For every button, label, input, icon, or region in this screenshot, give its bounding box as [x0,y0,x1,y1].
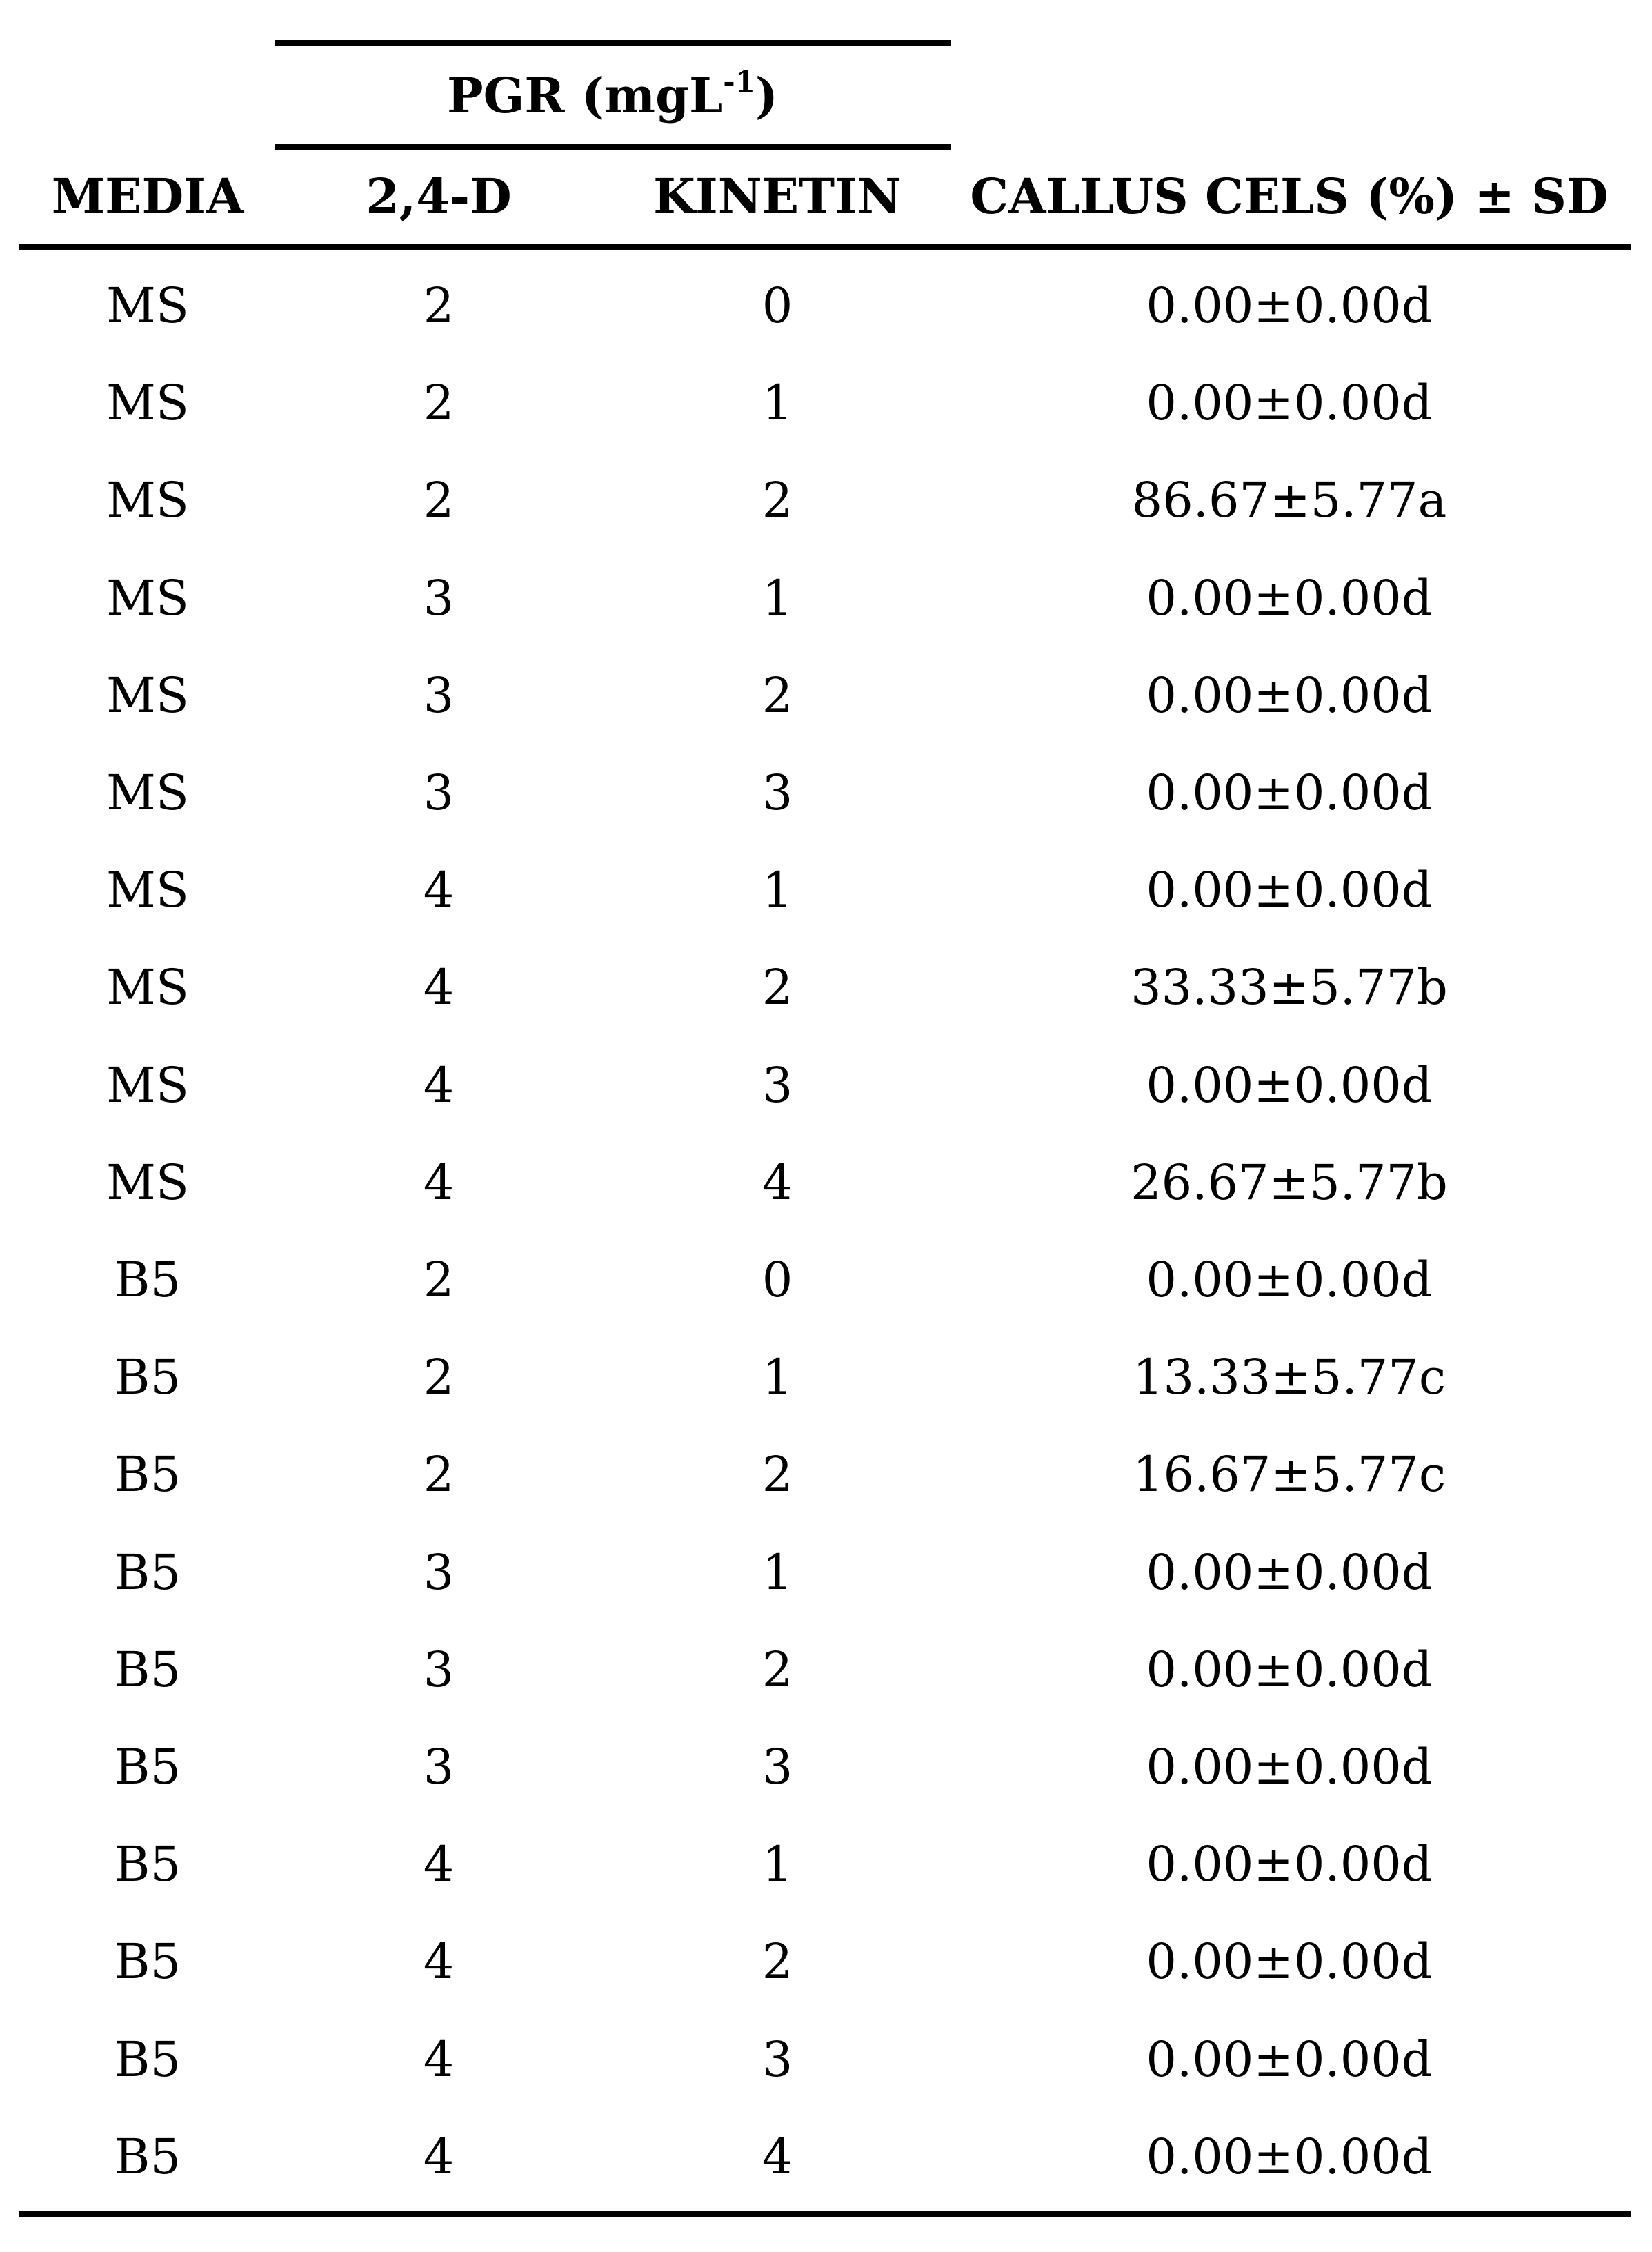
media-cell: B5 [115,1349,181,1405]
twofourd-cell: 2 [423,1446,455,1503]
twofourd-cell: 3 [423,1739,455,1795]
callus-cell: 33.33±5.77b [1131,959,1448,1016]
media-cell: B5 [115,1933,181,1990]
callus-cell: 86.67±5.77a [1131,472,1447,529]
kinetin-cell: 2 [762,1641,793,1698]
media-cell: MS [106,862,189,918]
twofourd-cell: 4 [423,862,455,918]
callus-cell: 26.67±5.77b [1131,1154,1448,1211]
callus-cell: 0.00±0.00d [1146,1739,1433,1795]
media-cell: B5 [115,2031,181,2088]
callus-cell: 0.00±0.00d [1146,1641,1433,1698]
media-cell: MS [106,570,189,626]
header-bottom-rule [19,244,1631,250]
twofourd-cell: 3 [423,1641,455,1698]
twofourd-cell: 4 [423,1933,455,1990]
callus-cell: 0.00±0.00d [1146,1057,1433,1114]
callus-cell: 0.00±0.00d [1146,862,1433,918]
kinetin-cell: 3 [762,764,793,821]
twofourd-cell: 4 [423,1836,455,1893]
twofourd-cell: 3 [423,667,455,724]
media-cell: MS [106,959,189,1016]
pgr-group-label-superscript: -1 [723,65,755,99]
kinetin-cell: 2 [762,472,793,529]
media-cell: MS [106,472,189,529]
media-cell: B5 [115,1446,181,1503]
pgr-group-label: PGR (mgL [446,67,724,124]
column-header-kinetin: KINETIN [653,168,902,225]
kinetin-cell: 2 [762,959,793,1016]
kinetin-cell: 1 [762,375,793,431]
kinetin-cell: 1 [762,570,793,626]
media-cell: MS [106,1057,189,1114]
media-cell: B5 [115,1836,181,1893]
kinetin-cell: 1 [762,1836,793,1893]
pgr-group-header [446,65,779,124]
kinetin-cell: 2 [762,667,793,724]
column-header-media: MEDIA [51,168,244,225]
kinetin-cell: 3 [762,1739,793,1795]
twofourd-cell: 2 [423,277,455,334]
media-cell: MS [106,764,189,821]
twofourd-cell: 4 [423,2031,455,2088]
twofourd-cell: 4 [423,959,455,1016]
callus-cell: 0.00±0.00d [1146,1252,1433,1308]
group-underline-rule [275,144,951,150]
callus-cell: 0.00±0.00d [1146,764,1433,821]
media-cell: B5 [115,1739,181,1795]
media-cell: MS [106,375,189,431]
column-header-callus-cels: CALLUS CELS (%) ± SD [970,168,1609,225]
twofourd-cell: 4 [423,2128,455,2185]
kinetin-cell: 0 [762,1252,793,1308]
kinetin-cell: 3 [762,1057,793,1114]
media-cell: B5 [115,1252,181,1308]
callus-cell: 0.00±0.00d [1146,1836,1433,1893]
table-bottom-rule [19,2211,1631,2217]
kinetin-cell: 4 [762,2128,793,2185]
kinetin-cell: 0 [762,277,793,334]
pgr-group-label-close: ) [755,67,779,124]
media-cell: MS [106,277,189,334]
twofourd-cell: 2 [423,375,455,431]
callus-cell: 0.00±0.00d [1146,2031,1433,2088]
callus-cell: 0.00±0.00d [1146,667,1433,724]
twofourd-cell: 4 [423,1057,455,1114]
callus-cell: 0.00±0.00d [1146,277,1433,334]
twofourd-cell: 3 [423,764,455,821]
twofourd-cell: 2 [423,472,455,529]
twofourd-cell: 2 [423,1252,455,1308]
twofourd-cell: 4 [423,1154,455,1211]
kinetin-cell: 2 [762,1446,793,1503]
kinetin-cell: 4 [762,1154,793,1211]
kinetin-cell: 1 [762,862,793,918]
callus-cell: 0.00±0.00d [1146,1933,1433,1990]
callus-cell: 16.67±5.77c [1132,1446,1446,1503]
media-cell: MS [106,667,189,724]
kinetin-cell: 1 [762,1544,793,1601]
callus-cell: 13.33±5.77c [1132,1349,1446,1405]
kinetin-cell: 1 [762,1349,793,1405]
media-cell: B5 [115,2128,181,2185]
media-cell: B5 [115,1641,181,1698]
media-cell: B5 [115,1544,181,1601]
twofourd-cell: 3 [423,570,455,626]
kinetin-cell: 2 [762,1933,793,1990]
kinetin-cell: 3 [762,2031,793,2088]
top-group-rule [275,40,951,46]
media-cell: MS [106,1154,189,1211]
callus-cell: 0.00±0.00d [1146,2128,1433,2185]
twofourd-cell: 3 [423,1544,455,1601]
callus-cell: 0.00±0.00d [1146,570,1433,626]
callus-cell: 0.00±0.00d [1146,375,1433,431]
column-header-24d: 2,4-D [366,168,512,225]
twofourd-cell: 2 [423,1349,455,1405]
callus-cell: 0.00±0.00d [1146,1544,1433,1601]
